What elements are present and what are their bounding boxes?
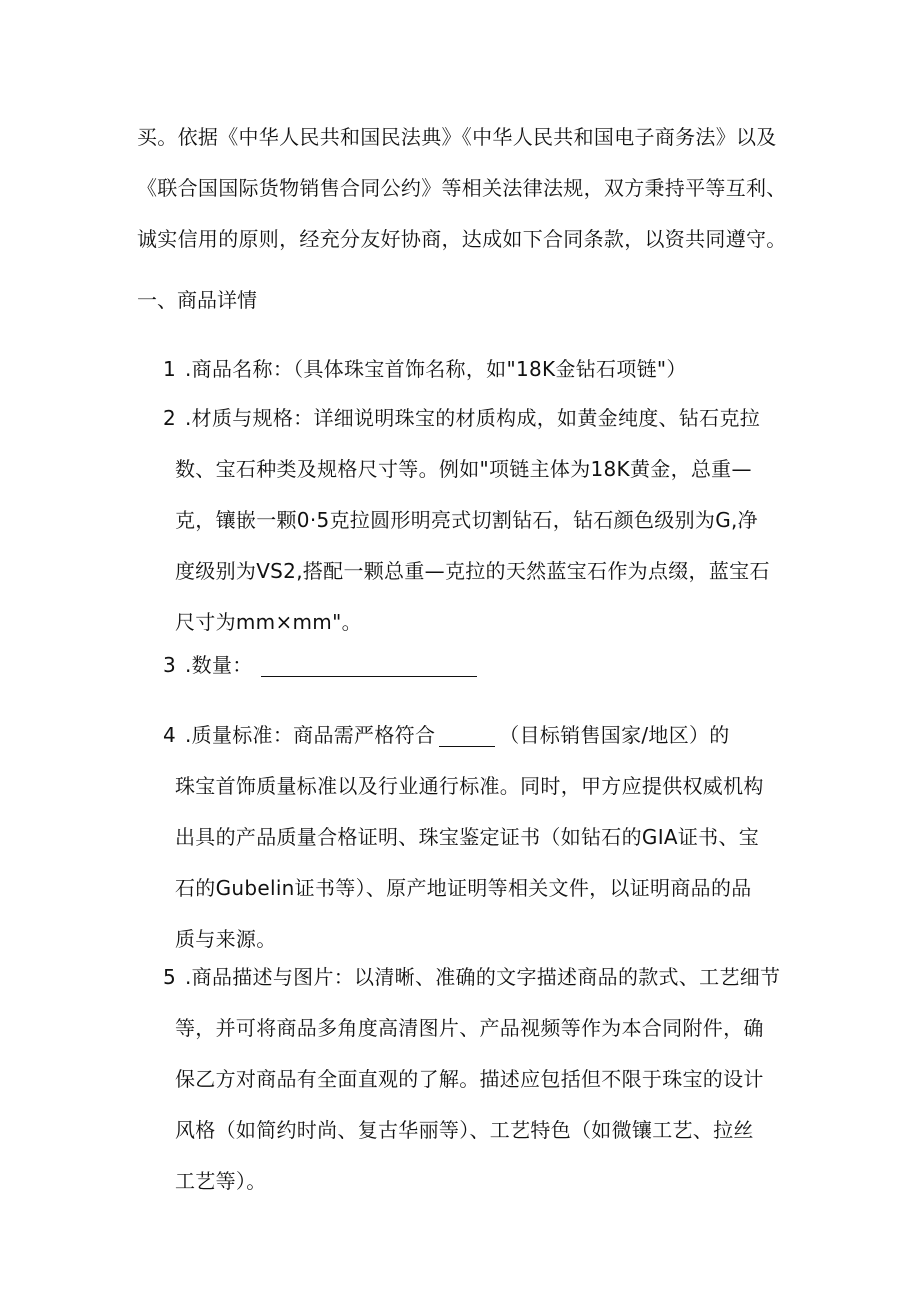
item-number: 4 [163,723,177,747]
item-line: .商品名称：（具体珠宝首饰名称，如"18K金钻石项链"） [185,357,687,381]
item-line: 珠宝首饰质量标准以及行业通行标准。同时，甲方应提供权威机构 [175,774,764,798]
item-line: 质与来源。 [175,927,277,951]
item-line: 出具的产品质量合格证明、珠宝鉴定证书（如钻石的GIA证书、宝 [175,825,760,849]
intro-paragraph [137,112,787,265]
item-line: 尺寸为mm×mm"。 [175,610,362,634]
item-number: 1 [163,357,177,381]
item-line: 保乙方对商品有全面直观的了解。描述应包括但不限于珠宝的设计 [175,1067,764,1091]
list-item [137,710,787,965]
list-item [137,952,787,1207]
item-line: 工艺等）。 [175,1169,267,1193]
intro-line: 《联合国国际货物销售合同公约》等相关法律法规，双方秉持平等互利、 [137,176,787,200]
list-item [137,640,787,691]
item-line: 度级别为VS2,搭配一颗总重—克拉的天然蓝宝石作为点缀，蓝宝石 [175,559,770,583]
standard-blank [439,722,495,747]
item-number: 3 [163,653,177,677]
item-line: 克，镶嵌一颗0·5克拉圆形明亮式切割钻石，钻石颜色级别为G,净 [175,508,758,532]
item-line: 风格（如简约时尚、复古华丽等）、工艺特色（如微镶工艺、拉丝 [175,1118,754,1142]
item-line: .材质与规格：详细说明珠宝的材质构成，如黄金纯度、钻石克拉 [185,406,761,430]
intro-line: 诚实信用的原则，经充分友好协商，达成如下合同条款，以资共同遵守。 [137,227,787,251]
item-line: 石的Gubelin证书等）、原产地证明等相关文件，以证明商品的品 [175,876,752,900]
quality-prefix: .质量标准：商品需严格符合 [185,723,436,747]
quantity-label: .数量： [185,653,253,677]
item-number: 2 [163,406,177,430]
item-line: 数、宝石种类及规格尺寸等。例如"项链主体为18K黄金，总重— [175,457,752,481]
list-item [137,344,787,395]
quality-suffix: （目标销售国家/地区）的 [499,723,730,747]
section-title: 一、商品详情 [137,288,257,312]
list-item [137,393,787,648]
item-number: 5 [163,965,177,989]
intro-line: 买。依据《中华人民共和国民法典》《中华人民共和国电子商务法》以及 [137,125,777,149]
quantity-blank [261,652,477,677]
item-line: .商品描述与图片：以清晰、准确的文字描述商品的款式、工艺细节 [185,965,781,989]
item-line: 等，并可将商品多角度高清图片、产品视频等作为本合同附件，确 [175,1016,764,1040]
